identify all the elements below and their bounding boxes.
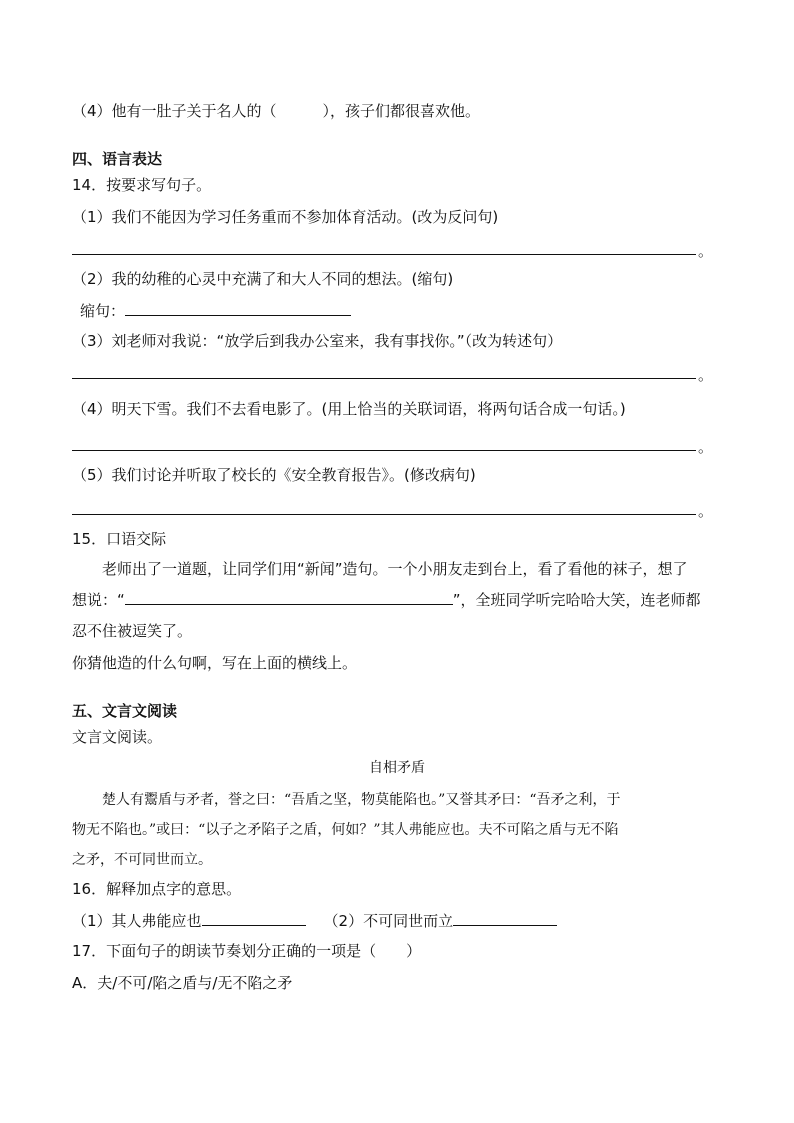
q16-item-2: （2）不可同世而立: [323, 912, 454, 930]
passage-line-3: 之矛，不可同世而立。: [72, 852, 212, 868]
passage-line-1: 楚人有鬻盾与矛者，誉之曰：“吾盾之坚，物莫能陷也。”又誉其矛曰：“吾矛之利，于: [102, 792, 621, 808]
q15-question: 你猜他造的什么句啊，写在上面的横线上。: [72, 654, 358, 672]
section-5-title: 五、文言文阅读: [72, 702, 178, 720]
q15-answer-line[interactable]: [125, 603, 453, 605]
q14-item-2-answer-line[interactable]: [125, 314, 351, 316]
q15-paragraph-line-1: 老师出了一道题，让同学们用“新闻”造句。一个小朋友走到台上，看了看他的袜子，想了: [102, 560, 688, 578]
section-4-title: 四、语言表达: [72, 150, 163, 168]
q14-item-3-answer-line[interactable]: [72, 378, 696, 379]
q17-option-a[interactable]: A．夫/不可/陷之盾与/无不陷之矛: [72, 974, 293, 992]
q15-paragraph-line-2: [72, 593, 701, 608]
q13-item-4-suffix: ），孩子们都很喜欢他。: [322, 102, 481, 120]
q14-item-2-answer-row: [80, 304, 351, 319]
q14-title: 14．按要求写句子。: [72, 176, 212, 194]
q14-item-1-period: 。: [698, 242, 714, 260]
q15-title: 15．口语交际: [72, 530, 167, 548]
q15-paragraph-line-3: 忍不住被逗笑了。: [72, 622, 193, 640]
q16-item-1-answer-line[interactable]: [202, 924, 306, 926]
q16-item-2-answer-line[interactable]: [453, 924, 557, 926]
q15-quote-close: ”，全班同学听完哈哈大笑，连老师都: [452, 591, 701, 609]
q14-item-5-answer-line[interactable]: [72, 514, 696, 515]
q14-item-4: （4）明天下雪。我们不去看电影了。(用上恰当的关联词语，将两句话合成一句话。): [72, 400, 626, 418]
q14-item-3: （3）刘老师对我说：“放学后到我办公室来，我有事找你。”（改为转述句）: [72, 332, 563, 350]
q14-item-2: （2）我的幼稚的心灵中充满了和大人不同的想法。(缩句): [72, 270, 454, 288]
q14-item-3-period: 。: [698, 366, 714, 384]
q14-item-4-period: 。: [698, 438, 714, 456]
passage-title: 自相矛盾: [369, 760, 425, 776]
q14-item-4-answer-line[interactable]: [72, 450, 696, 451]
q14-item-5: （5）我们讨论并听取了校长的《安全教育报告》。(修改病句): [72, 466, 476, 484]
q13-item-4-prefix: （4）他有一肚子关于名人的（: [72, 102, 277, 120]
q15-quote-open: 想说：“: [72, 591, 125, 609]
q14-item-1: （1）我们不能因为学习任务重而不参加体育活动。(改为反问句): [72, 208, 499, 226]
q16-item-1: （1）其人弗能应也: [72, 912, 202, 930]
passage-line-2: 物无不陷也。”或曰：“以子之矛陷子之盾，何如？”其人弗能应也。夫不可陷之盾与无不陷: [72, 822, 619, 838]
q16-items: [72, 914, 557, 929]
section-5-intro: 文言文阅读。: [72, 728, 163, 746]
suoju-label: 缩句：: [80, 302, 126, 320]
q14-item-1-answer-line[interactable]: [72, 254, 696, 255]
q17-title: 17．下面句子的朗读节奏划分正确的一项是（ ）: [72, 942, 422, 960]
q16-title: 16．解释加点字的意思。: [72, 880, 242, 898]
q14-item-5-period: 。: [698, 502, 714, 520]
q13-item-4: [72, 104, 480, 119]
